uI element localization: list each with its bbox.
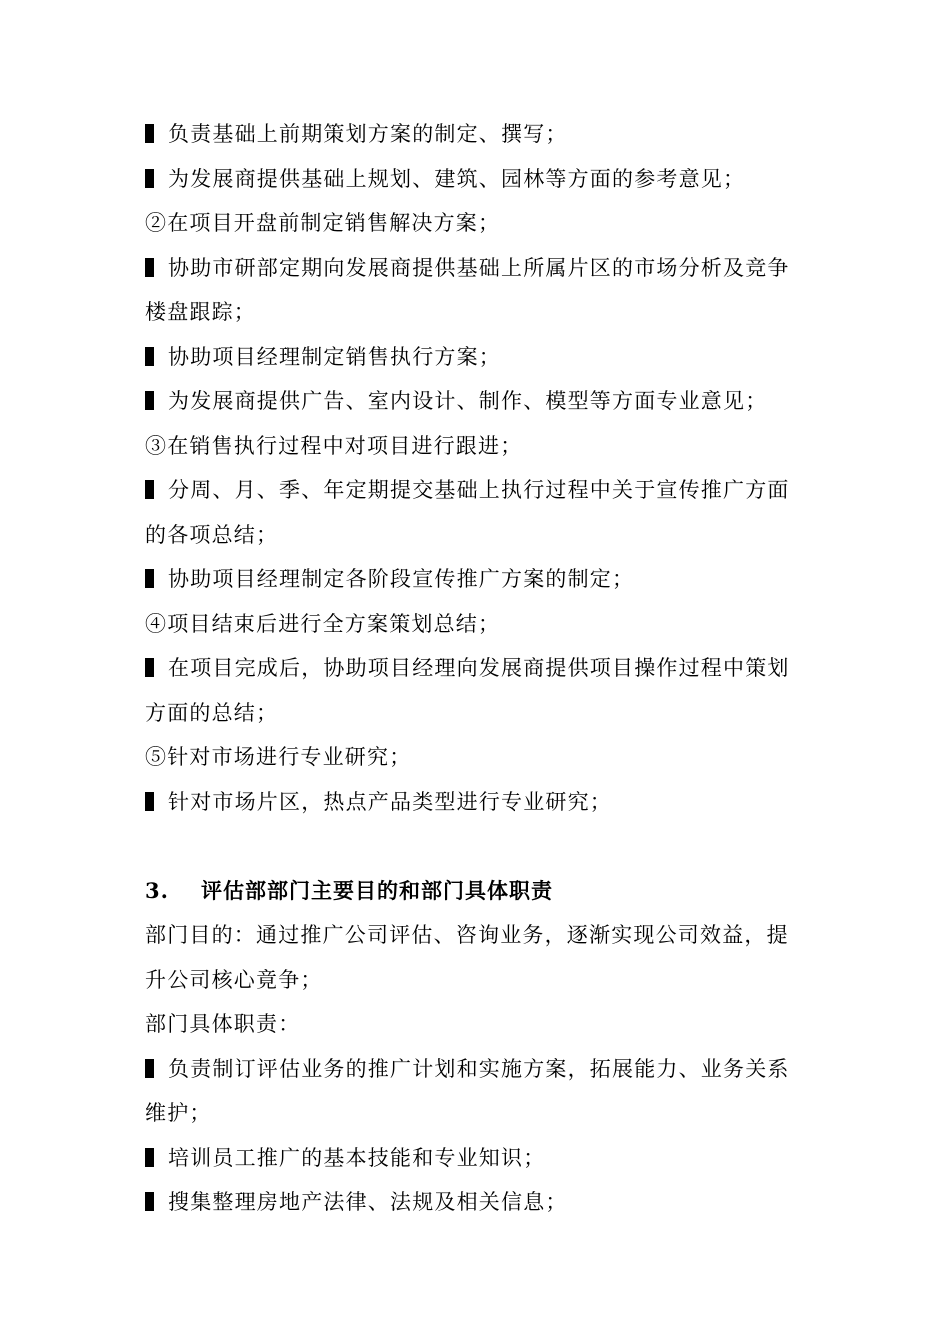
section-spacer	[145, 824, 810, 869]
line-text: 协助项目经理制定销售执行方案；	[168, 344, 501, 369]
line-text: 为发展商提供基础上规划、建筑、园林等方面的参考意见；	[168, 166, 746, 191]
bullet-block-icon	[145, 569, 154, 588]
text-line	[145, 646, 810, 691]
text-line	[145, 1047, 810, 1092]
text-line	[145, 1002, 810, 1047]
text-line	[145, 958, 810, 1003]
line-text: 楼盘跟踪；	[145, 300, 256, 324]
text-line	[145, 468, 810, 513]
text-line	[145, 112, 810, 157]
text-line	[145, 379, 810, 424]
line-text: 部门具体职责：	[145, 1012, 301, 1036]
bullet-block-icon	[145, 792, 154, 811]
text-line	[145, 1180, 810, 1225]
line-text: ②在项目开盘前制定销售解决方案；	[145, 211, 501, 235]
line-text: 培训员工推广的基本技能和专业知识；	[168, 1145, 546, 1170]
bullet-block-icon	[145, 1059, 154, 1078]
text-line	[145, 557, 810, 602]
text-line	[145, 201, 810, 246]
text-line	[145, 424, 810, 469]
text-line	[145, 157, 810, 202]
document-page	[145, 112, 810, 1225]
line-text: 为发展商提供广告、室内设计、制作、模型等方面专业意见；	[168, 389, 768, 413]
text-line	[145, 1136, 810, 1181]
section-title: 评估部部门主要目的和部门具体职责	[201, 877, 553, 903]
bullet-block-icon	[145, 391, 154, 410]
bullet-block-icon	[145, 1148, 154, 1167]
line-text: 方面的总结；	[145, 700, 279, 725]
line-text: 升公司核心竟争；	[145, 967, 323, 992]
line-text: 部门目的：通过推广公司评估、咨询业务，逐渐实现公司效益，提	[145, 923, 789, 947]
line-text: 分周、月、季、年定期提交基础上执行过程中关于宣传推广方面	[168, 478, 790, 502]
line-text: ④项目结束后进行全方案策划总结；	[145, 611, 501, 636]
text-line	[145, 780, 810, 825]
text-line	[145, 691, 810, 736]
bullet-block-icon	[145, 258, 154, 277]
line-text: 针对市场片区，热点产品类型进行专业研究；	[168, 789, 612, 814]
bullet-block-icon	[145, 658, 154, 677]
line-text: 维护；	[145, 1101, 212, 1125]
text-line	[145, 335, 810, 380]
text-line	[145, 1091, 810, 1136]
line-text: 搜集整理房地产法律、法规及相关信息；	[168, 1190, 568, 1214]
text-line	[145, 513, 810, 558]
line-text: 的各项总结；	[145, 522, 279, 547]
line-text: 协助项目经理制定各阶段宣传推广方案的制定；	[168, 567, 635, 591]
line-text: ⑤针对市场进行专业研究；	[145, 745, 412, 769]
bullet-block-icon	[145, 124, 154, 143]
line-text: 负责基础上前期策划方案的制定、撰写；	[168, 122, 568, 146]
bullet-block-icon	[145, 169, 154, 188]
text-line	[145, 290, 810, 335]
text-line	[145, 735, 810, 780]
section-3-heading	[145, 869, 810, 914]
text-line	[145, 246, 810, 291]
section-3-duties-list	[145, 913, 810, 1225]
bullet-block-icon	[145, 347, 154, 366]
section-number: 3.	[145, 877, 169, 903]
bullet-block-icon	[145, 1192, 154, 1211]
text-line	[145, 602, 810, 647]
line-text: 负责制订评估业务的推广计划和实施方案，拓展能力、业务关系	[168, 1056, 790, 1081]
line-text: ③在销售执行过程中对项目进行跟进；	[145, 433, 523, 458]
bullet-block-icon	[145, 480, 154, 499]
section-2-duties-list	[145, 112, 810, 824]
line-text: 在项目完成后，协助项目经理向发展商提供项目操作过程中策划	[168, 656, 790, 680]
text-line	[145, 913, 810, 958]
line-text: 协助市研部定期向发展商提供基础上所属片区的市场分析及竞争	[168, 255, 790, 280]
